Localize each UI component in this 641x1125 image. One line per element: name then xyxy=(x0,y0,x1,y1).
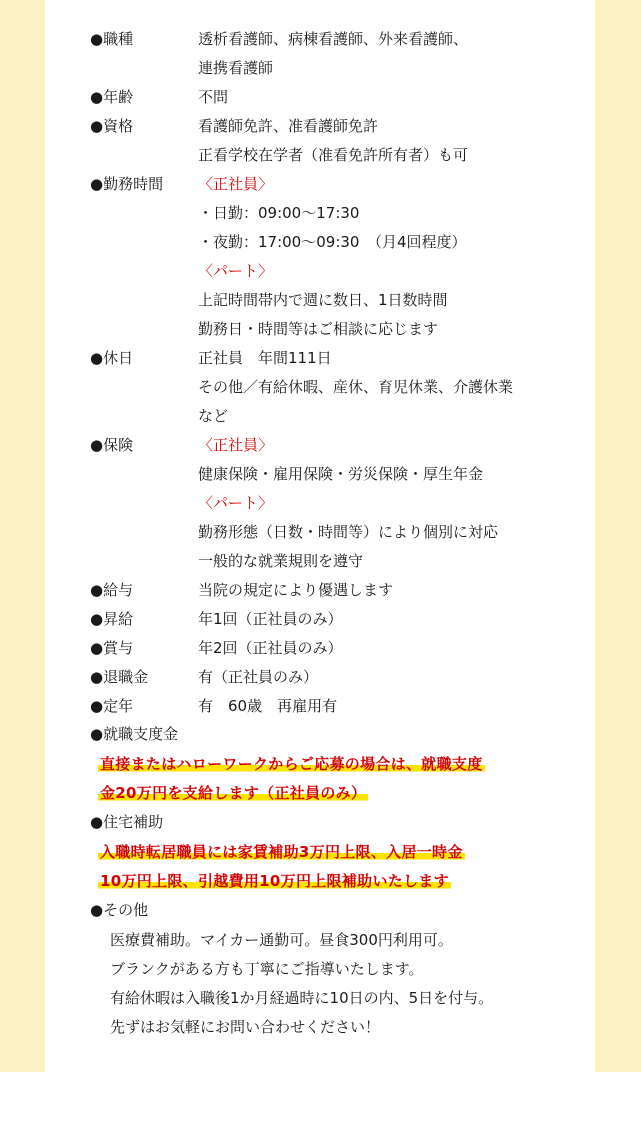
housing-line: 10万円上限、引越費用10万円上限補助いたします xyxy=(100,872,449,890)
value-line: ・夜勤：17:00～09:30 （月4回程度） xyxy=(198,233,467,251)
value-line: ・日勤：09:00～17:30 xyxy=(198,204,360,222)
value-line: 透析看護師、病棟看護師、外来看護師、 xyxy=(198,30,469,48)
category-heading: 〈正社員〉 xyxy=(198,436,274,454)
value-line: 有（正社員のみ） xyxy=(198,668,319,686)
housing-label: ●住宅補助 xyxy=(90,813,164,831)
housing-line: 入職時転居職員には家賃補助3万円上限、入居一時金 xyxy=(100,843,463,861)
row-value xyxy=(198,431,498,576)
value-line: など xyxy=(198,407,229,425)
value-line: その他／有給休暇、産休、育児休業、介護休業 xyxy=(198,378,514,396)
right-side-band xyxy=(595,0,641,1072)
other-line: 先ずはお気軽にお問い合わせください！ xyxy=(110,1018,381,1036)
value-line: 勤務形態（日数・時間等）により個別に対応 xyxy=(198,523,499,541)
value-line: 看護師免許、准看護師免許 xyxy=(198,117,379,135)
row-label: ●年齢 xyxy=(90,88,134,106)
row-value xyxy=(198,344,513,431)
support-line: 直接またはハローワークからご応募の場合は、就職支度 xyxy=(100,755,483,773)
category-heading: 〈パート〉 xyxy=(198,262,274,280)
left-side-band xyxy=(0,0,45,1072)
row-label: ●保険 xyxy=(90,436,134,454)
value-line: 勤務日・時間等はご相談に応じます xyxy=(198,320,439,338)
row-value xyxy=(198,663,318,692)
row-label: ●退職金 xyxy=(90,668,149,686)
row-label: ●定年 xyxy=(90,697,134,715)
row-label: ●勤務時間 xyxy=(90,175,164,193)
housing-text xyxy=(98,838,465,896)
row-value xyxy=(198,170,467,344)
other-label: ●その他 xyxy=(90,901,149,919)
row-value xyxy=(198,576,393,605)
category-heading: 〈パート〉 xyxy=(198,494,274,512)
row-label: ●職種 xyxy=(90,30,134,48)
value-line: 年1回（正社員のみ） xyxy=(198,610,343,628)
value-line: 上記時間帯内で週に数日、1日数時間 xyxy=(198,291,448,309)
value-line: 正看学校在学者（准看免許所有者）も可 xyxy=(198,146,469,164)
value-line: 正社員 年間111日 xyxy=(198,349,332,367)
row-label: ●賞与 xyxy=(90,639,134,657)
row-label: ●資格 xyxy=(90,117,134,135)
value-line: 不問 xyxy=(198,88,229,106)
value-line: 連携看護師 xyxy=(198,59,274,77)
row-label: ●休日 xyxy=(90,349,134,367)
value-line: 有 60歳 再雇用有 xyxy=(198,697,338,715)
other-line: 医療費補助。マイカー通勤可。昼食300円利用可。 xyxy=(110,931,453,949)
row-value xyxy=(198,634,343,663)
value-line: 一般的な就業規則を遵守 xyxy=(198,552,364,570)
support-line: 金20万円を支給します（正社員のみ） xyxy=(100,784,367,802)
row-value xyxy=(198,692,337,721)
other-line: 有給休暇は入職後1か月経過時に10日の内、5日を付与。 xyxy=(110,989,494,1007)
category-heading: 〈正社員〉 xyxy=(198,175,274,193)
row-value xyxy=(198,605,343,634)
value-line: 健康保険・雇用保険・労災保険・厚生年金 xyxy=(198,465,484,483)
row-value xyxy=(198,25,468,83)
value-line: 当院の規定により優遇します xyxy=(198,581,394,599)
row-value xyxy=(198,83,228,112)
support-text xyxy=(98,750,485,808)
value-line: 年2回（正社員のみ） xyxy=(198,639,343,657)
support-label: ●就職支度金 xyxy=(90,725,179,743)
row-value xyxy=(198,112,468,170)
other-line: ブランクがある方も丁寧にご指導いたします。 xyxy=(110,960,424,978)
row-label: ●給与 xyxy=(90,581,134,599)
other-text xyxy=(110,926,493,1042)
row-label: ●昇給 xyxy=(90,610,134,628)
